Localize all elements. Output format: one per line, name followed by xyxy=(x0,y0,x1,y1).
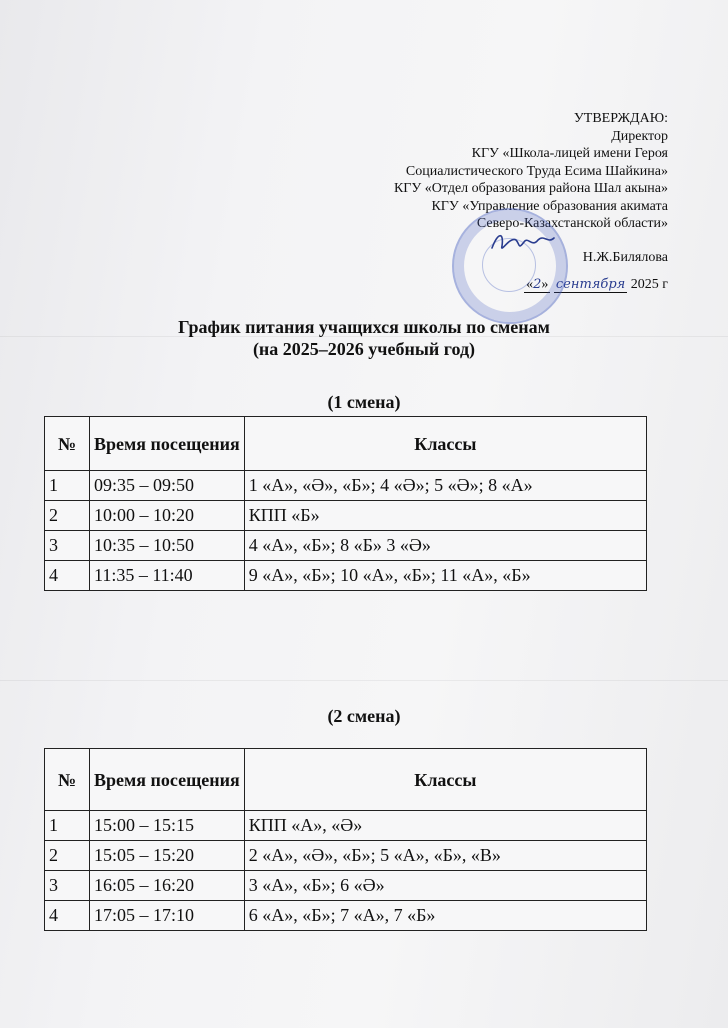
official-stamp xyxy=(452,208,568,324)
approval-line: КГУ «Управление образования акимата xyxy=(431,198,668,214)
shift-1-table xyxy=(44,416,647,591)
row-classes: 6 «А», «Б»; 7 «А», 7 «Б» xyxy=(244,901,646,931)
row-classes: КПП «Б» xyxy=(244,501,646,531)
header-time: Время посещения xyxy=(90,417,245,471)
shift-2-label: (2 смена) xyxy=(327,706,401,726)
row-number: 2 xyxy=(45,841,90,871)
row-time: 10:35 – 10:50 xyxy=(90,531,245,561)
header-number: № xyxy=(45,749,90,811)
row-number: 1 xyxy=(45,471,90,501)
row-number: 4 xyxy=(45,901,90,931)
approval-line: Северо-Казахстанской области» xyxy=(476,216,668,231)
row-number: 2 xyxy=(45,501,90,531)
row-time: 11:35 – 11:40 xyxy=(90,561,245,591)
shift-2-table xyxy=(44,748,647,931)
row-number: 3 xyxy=(45,531,90,561)
row-classes: КПП «А», «Ә» xyxy=(244,811,646,841)
header-time: Время посещения xyxy=(90,749,245,811)
table-row xyxy=(45,471,647,501)
row-classes: 2 «А», «Ә», «Б»; 5 «А», «Б», «В» xyxy=(244,841,646,871)
paper-fold xyxy=(0,680,728,681)
table-header-row xyxy=(45,749,647,811)
table-header-row xyxy=(45,417,647,471)
title-line-2: (на 2025–2026 учебный год) xyxy=(252,339,476,359)
row-number: 3 xyxy=(45,871,90,901)
row-classes: 1 «А», «Ә», «Б»; 4 «Ә»; 5 «Ә»; 8 «А» xyxy=(244,471,646,501)
row-time: 17:05 – 17:10 xyxy=(90,901,245,931)
approval-line: КГУ «Школа-лицей имени Героя xyxy=(471,146,668,161)
row-classes: 4 «А», «Б»; 8 «Б» 3 «Ә» xyxy=(244,531,646,561)
date-year: 2025 г xyxy=(630,277,668,292)
handwritten-signature xyxy=(488,228,558,258)
row-time: 16:05 – 16:20 xyxy=(90,871,245,901)
table-row xyxy=(45,871,647,901)
row-classes: 9 «А», «Б»; 10 «А», «Б»; 11 «А», «Б» xyxy=(244,561,646,591)
row-number: 1 xyxy=(45,811,90,841)
signatory-name: Н.Ж.Билялова xyxy=(582,249,668,265)
approval-line: КГУ «Отдел образования района Шал акына» xyxy=(393,181,668,196)
row-time: 09:35 – 09:50 xyxy=(90,471,245,501)
table-row xyxy=(45,841,647,871)
table-row xyxy=(45,531,647,561)
title-line-1: График питания учащихся школы по сменам xyxy=(178,317,550,337)
date-day: 2 xyxy=(533,277,542,292)
row-time: 15:00 – 15:15 xyxy=(90,811,245,841)
row-classes: 3 «А», «Б»; 6 «Ә» xyxy=(244,871,646,901)
approval-line: УТВЕРЖДАЮ: xyxy=(573,111,668,126)
table-row xyxy=(45,501,647,531)
table-row xyxy=(45,561,647,591)
approval-date: «2» сентября 2025 г xyxy=(526,277,668,292)
table-row xyxy=(45,811,647,841)
shift-1-label: (1 смена) xyxy=(327,392,401,412)
table-row xyxy=(45,901,647,931)
row-number: 4 xyxy=(45,561,90,591)
date-month: сентября xyxy=(555,277,626,292)
header-number: № xyxy=(45,417,90,471)
approval-line: Директор xyxy=(611,128,668,144)
approval-line: Социалистического Труда Есима Шайкина» xyxy=(405,163,668,179)
row-time: 10:00 – 10:20 xyxy=(90,501,245,531)
document-title xyxy=(0,316,728,360)
row-time: 15:05 – 15:20 xyxy=(90,841,245,871)
header-classes: Классы xyxy=(244,749,646,811)
header-classes: Классы xyxy=(244,417,646,471)
